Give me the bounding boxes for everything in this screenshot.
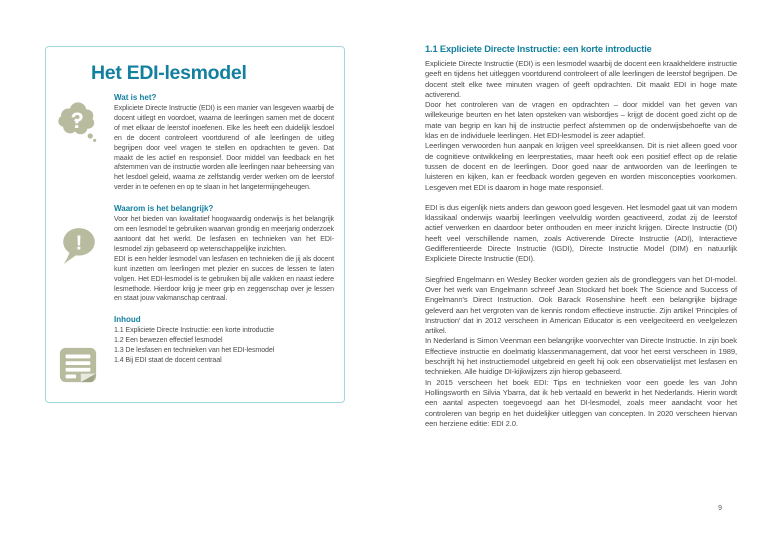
section-heading: Wat is het? <box>114 93 157 102</box>
page-number: 9 <box>718 505 722 512</box>
section-heading: Waarom is het belangrijk? <box>114 204 214 214</box>
toc-item: 1.2 Een bewezen effectief lesmodel <box>114 336 223 345</box>
body-paragraph: In Nederland is Simon Veenman een belangrijke voorvechter van Directe Instructie. In zijn boek Effectieve instructie en doelmatig klassenmanagement, dat voor het eerst verscheen in 1989, beschrijft hij het instructiemodel uitgebreid en geeft hij ook een observatielijst met lesfasen en technieken. Alle huidige DI-kijkwijzers zijn hierop gebaseerd. <box>425 336 737 377</box>
exclamation-mark-glyph: ! <box>75 232 83 255</box>
paragraph-group <box>425 59 737 193</box>
speech-bubble-exclamation-icon <box>59 223 99 269</box>
body-paragraph: Door het controleren van de vragen en opdrachten – door middel van het geven van willekeurige beurten en het laten opsteken van wisbordjes – krijgt de docent goed zicht op de mate van begrip en kan hij de instructie perfect afstemmen op de onderwijsbehoefte van de klas en de individuele leerlingen. Het EDI-lesmodel is zeer adaptief. <box>425 100 737 141</box>
paragraph-group <box>425 203 737 265</box>
section-heading: Inhoud <box>114 315 141 325</box>
page-title: Het EDI-lesmodel <box>91 62 247 84</box>
document-list-icon <box>57 345 99 385</box>
section-waarom-belangrijk <box>114 204 334 304</box>
section-inhoud <box>114 315 334 366</box>
body-paragraph: EDI is dus eigenlijk niets anders dan gewoon goed lesgeven. Het lesmodel gaat uit van modern klassikaal onderwijs waarbij leerlingen veelvuldig worden geactiveerd, zodat zij de leerstof actief verwerken en daardoor beter onthouden en meer inzicht krijgen. Directe Instructie (DI) heeft veel verschillende namen, zoals Activerende Directe Instructie (ADI), Interactieve Gedifferentieerde Directe Instructie (IGDI), Directe Instructie Model (DIM) en natuurlijk Expliciete Directe Instructie (EDI). <box>425 202 737 264</box>
section-title: 1.1 Expliciete Directe Instructie: een korte introductie <box>425 44 652 54</box>
question-mark-glyph: ? <box>70 108 84 134</box>
section-paragraph: EDI is een helder lesmodel van lesfasen en technieken die jij als docent kunt inzetten om leerlingen met plezier en succes de lessen te laten volgen. Het EDI-lesmodel is te gebruiken bij alle vakken en naast iedere lesmethode. Hierdoor krijg je meer grip en zeggenschap over je lessen en staat jouw vakmanschap centraal. <box>114 254 334 303</box>
paragraph-group <box>425 275 737 429</box>
body-paragraph: Leerlingen verwoorden hun aanpak en krijgen veel spreekkansen. Dit is niet alleen goed voor de cognitieve ontwikkeling en leerprestaties, maar heeft ook een positief effect op de relatie tussen de docent en de leerlingen. Door goed naar de antwoorden van de leerlingen te luisteren en kijken, kan er feedback worden gegeven en worden misconcepties voorkomen. Lesgeven met EDI is daarom in hoge mate responsief. <box>425 141 737 192</box>
body-paragraph: Siegfried Engelmann en Wesley Becker worden gezien als de grondleggers van het DI-model. Over het werk van Engelmann schreef Jean Stockard het boek The Science and Success of Engelmann's Direct Instruction. Ook Barack Rosenshine heeft een belangrijke bijdrage geleverd aan het vergroten van de kennis rondom effectieve instructie. Zijn artikel 'Principles of Instruction' dat in 2012 verscheen in American Educator is een veelgeciteerd en veelgelezen artikel. <box>425 274 737 336</box>
body-paragraph: Expliciete Directe Instructie (EDI) is een lesmodel waarbij de docent een kraakheldere instructie geeft en tijdens het uitleggen voortdurend controleert of alle leerlingen de leerstof begrijpen. De docent stelt elke twee minuten vragen of geeft opdrachten. Dit maakt EDI in hoge mate activerend. <box>425 59 737 99</box>
toc-item: 1.1 Expliciete Directe Instructie: een korte introductie <box>114 326 275 335</box>
thought-cloud-question-icon <box>57 99 99 145</box>
section-wat-is-het <box>114 93 334 193</box>
toc-item: 1.3 De lesfasen en technieken van het EDI-lesmodel <box>114 346 275 355</box>
toc-item: 1.4 Bij EDI staat de docent centraal <box>114 356 222 365</box>
body-paragraph: In 2015 verscheen het boek EDI: Tips en technieken voor een goede les van John Hollingsworth en Silvia Ybarra, dat ik heb vertaald en bewerkt in het Nederlands. Hierin wordt een aantal aspecten toegevoegd aan het DI-lesmodel, zoals meer aandacht voor het controleren van begrip en het duidelijker uitleggen van concepten. In 2020 verscheen hiervan een herziene editie: EDI 2.0. <box>425 377 737 428</box>
section-paragraph: Expliciete Directe Instructie (EDI) is een manier van lesgeven waarbij de docent uitlegt en voordoet, waarna de leerlingen samen met de docent of met elkaar de leerstof inoefenen. Elke les heeft een duidelijk lesdoel en de docent controleert voortdurend of alle leerlingen de uitleg begrijpen door veel vragen te stellen en opdrachten te geven. Dat maakt de les actief en responsief. Door middel van feedback en het afstemmen van de instructie worden alle leerlingen naar beheersing van het lesdoel geleid, waarna ze zelfstandig verder werken om de leerstof verder in te oefenen en op te slaan in het langetermijngeheugen. <box>114 104 334 192</box>
chapter-intro-box <box>45 46 345 403</box>
section-paragraph: Voor het bieden van kwalitatief hoogwaardig onderwijs is het belangrijk om een lesmodel te gebruiken waarvan grondig en meerjarig onderzoek aantoont dat het werkt. De lesfasen en technieken van het EDI-lesmodel zijn gebaseerd op wetenschappelijke inzichten. <box>114 215 334 253</box>
right-page <box>425 44 737 439</box>
